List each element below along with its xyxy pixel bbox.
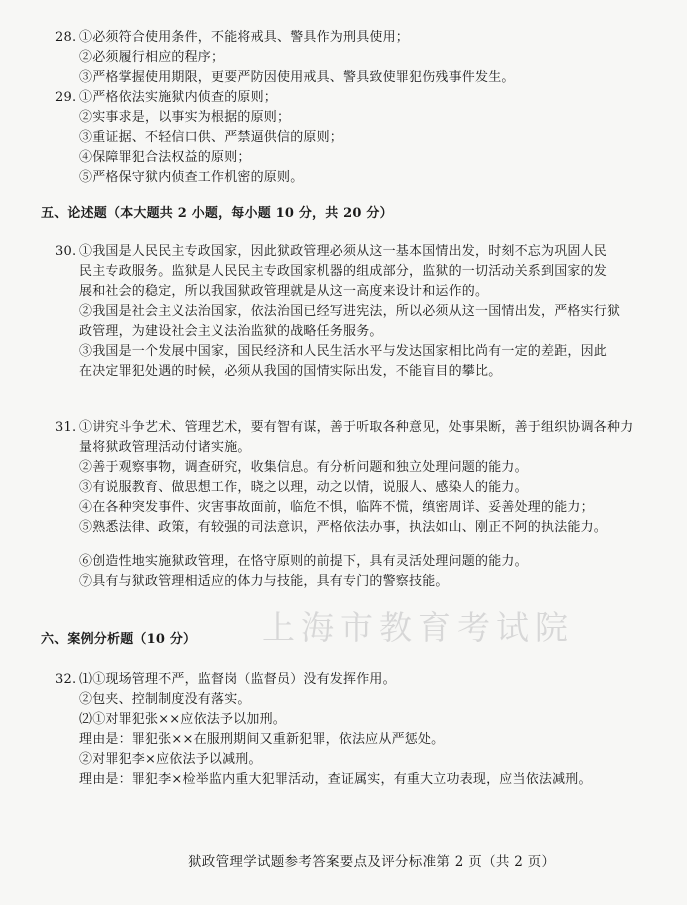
q29-line-4: ④保障罪犯合法权益的原则； — [79, 150, 251, 165]
q30-line-2: 民主专政服务。监狱是人民民主专政国家机器的组成部分，监狱的一切活动关系到国家的发 — [79, 264, 608, 279]
section-6-heading: 六、案例分析题（10 分） — [41, 632, 197, 647]
q29-line-1: ①严格依法实施狱内侦查的原则； — [79, 90, 278, 105]
q32-line-2: ②包夹、控制制度没有落实。 — [79, 692, 251, 707]
q30-line-4: ②我国是社会主义法治国家，依法治国已经写进宪法，所以必须从这一国情出发，严格实行狱 — [79, 304, 621, 319]
section-5-heading: 五、论述题（本大题共 2 小题，每小题 10 分，共 20 分） — [41, 206, 393, 221]
q31-line-2: 量将狱政管理活动付诸实施。 — [79, 440, 251, 455]
q29-line-2: ②实事求是，以事实为根据的原则； — [79, 110, 291, 125]
q31-line-6: ⑤熟悉法律、政策，有较强的司法意识，严格依法办事，执法如山、刚正不阿的执法能力。 — [79, 520, 608, 535]
q30-line-7: 在决定罪犯处遇的时候，必须从我国的国情实际出发，不能盲目的攀比。 — [79, 364, 502, 379]
page-footer: 狱政管理学试题参考答案要点及评分标准第 2 页（共 2 页） — [188, 854, 556, 870]
q29-number: 29. — [55, 90, 77, 105]
q28-line-1: ①必须符合使用条件，不能将戒具、警具作为刑具使用； — [79, 30, 410, 45]
q31-line-3: ②善于观察事物，调查研究，收集信息。有分析问题和独立处理问题的能力。 — [79, 460, 528, 475]
q32-line-1: ⑴①现场管理不严，监督岗（监督员）没有发挥作用。 — [79, 672, 396, 687]
q32-number: 32. — [55, 672, 77, 687]
q30-number: 30. — [55, 244, 77, 259]
q30-line-1: ①我国是人民民主专政国家，因此狱政管理必须从这一基本国情出发，时刻不忘为巩固人民 — [79, 244, 608, 259]
q28-number: 28. — [55, 30, 77, 45]
q31-line-5: ④在各种突发事件、灾害事故面前，临危不惧，临阵不慌，缜密周详、妥善处理的能力； — [79, 500, 594, 515]
q31-line-7: ⑥创造性地实施狱政管理，在恪守原则的前提下，具有灵活处理问题的能力。 — [79, 554, 528, 569]
q29-line-5: ⑤严格保守狱内侦查工作机密的原则。 — [79, 170, 304, 185]
q32-line-3: ⑵①对罪犯张××应依法予以加刑。 — [79, 712, 286, 727]
q31-number: 31. — [55, 420, 77, 435]
q31-line-8: ⑦具有与狱政管理相适应的体力与技能，具有专门的警察技能。 — [79, 574, 449, 589]
q29-line-3: ③重证据、不轻信口供、严禁逼供信的原则； — [79, 130, 344, 145]
q30-line-3: 展和社会的稳定，所以我国狱政管理就是从这一高度来设计和运作的。 — [79, 284, 489, 299]
q28-line-2: ②必须履行相应的程序； — [79, 50, 225, 65]
q32-line-5: ②对罪犯李×应依法予以减刑。 — [79, 752, 262, 767]
exam-authority-watermark: 上海市教育考试院 — [262, 608, 574, 647]
q31-line-1: ①讲究斗争艺术、管理艺术，要有智有谋，善于听取各种意见，处事果断，善于组织协调各种力 — [79, 420, 634, 435]
q30-line-5: 政管理，为建设社会主义法治监狱的战略任务服务。 — [79, 324, 383, 339]
q32-line-4: 理由是：罪犯张××在服刑期间又重新犯罪，依法应从严惩处。 — [79, 732, 445, 747]
q31-line-4: ③有说服教育、做思想工作，晓之以理，动之以情，说服人、感染人的能力。 — [79, 480, 528, 495]
q32-line-6: 理由是：罪犯李×检举监内重大犯罪活动，查证属实，有重大立功表现，应当依法减刑。 — [79, 772, 592, 787]
q28-line-3: ③严格掌握使用期限，更要严防因使用戒具、警具致使罪犯伤残事件发生。 — [79, 70, 515, 85]
q30-line-6: ③我国是一个发展中国家，国民经济和人民生活水平与发达国家相比尚有一定的差距，因此 — [79, 344, 608, 359]
